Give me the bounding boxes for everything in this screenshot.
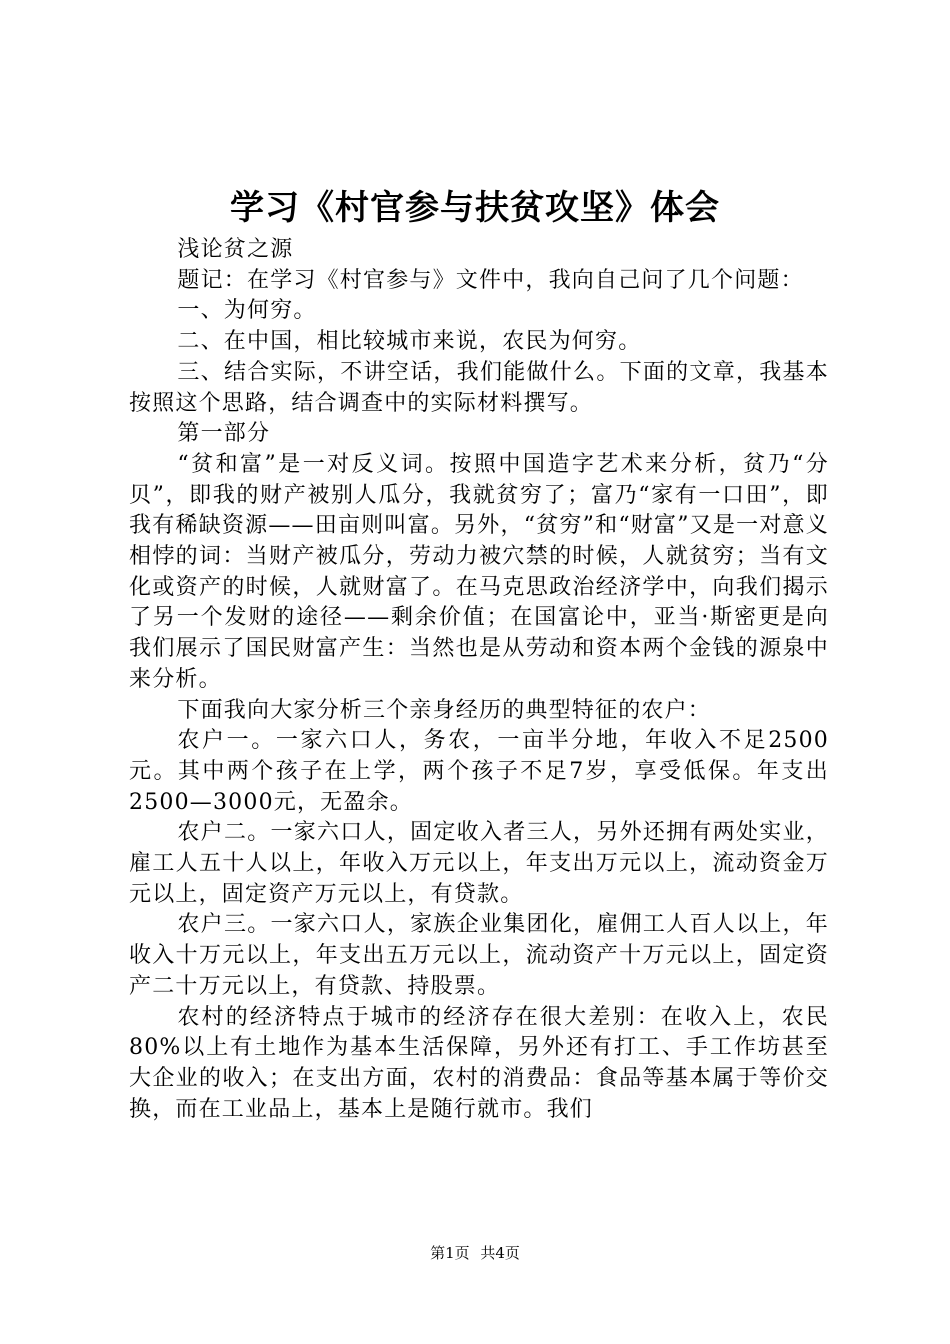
page-number: 第1页: [430, 1244, 470, 1262]
document-body: [129, 235, 829, 1125]
paragraph: 一、为何穷。: [177, 298, 317, 324]
paragraph: 农户二。一家六口人，固定收入者三人，另外还拥有两处实业，雇工人五十人以上，年收入万元以上，年支出万元以上，流动资金万元以上，固定资产万元以上，有贷款。: [129, 820, 829, 907]
paragraph: 农村的经济特点于城市的经济存在很大差别：在收入上，农民80%以上有土地作为基本生活保障，另外还有打工、手工作坊甚至大企业的收入；在支出方面，农村的消费品：食品等基本属于等价交换，而在工业品上，基本上是随行就市。我们: [129, 1004, 829, 1122]
document-title: 学习《村官参与扶贫攻坚》体会: [230, 188, 720, 228]
paragraph: 浅论贫之源: [177, 237, 294, 262]
paragraph: 第一部分: [177, 421, 271, 447]
paragraph: 农户一。一家六口人，务农，一亩半分地，年收入不足2500元。其中两个孩子在上学，两个孩子不足7岁，享受低保。年支出2500—3000元，无盈余。: [129, 728, 829, 815]
paragraph: 三、结合实际，不讲空话，我们能做什么。下面的文章，我基本按照这个思路，结合调查中的实际材料撰写。: [129, 359, 829, 416]
paragraph: 下面我向大家分析三个亲身经历的典型特征的农户：: [177, 697, 711, 723]
paragraph: “贫和富”是一对反义词。按照中国造字艺术来分析，贫乃“分贝”，即我的财产被别人瓜分，我就贫穷了；富乃“家有一口田”，即我有稀缺资源——田亩则叫富。另外，“贫穷”和“财富”又是一对意义相悖的词：当财产被瓜分，劳动力被穴禁的时候，人就贫穷；当有文化或资产的时候，人就财富了。在马克思政治经济学中，向我们揭示了另一个发财的途径——剩余价值；在国富论中，亚当·斯密更是向我们展示了国民财富产生：当然也是从劳动和资本两个金钱的源泉中来分析。: [129, 451, 829, 692]
paragraph: 题记：在学习《村官参与》文件中，我向自己问了几个问题：: [177, 267, 804, 293]
paragraph: 二、在中国，相比较城市来说，农民为何穷。: [177, 329, 642, 355]
page-total: 共4页: [480, 1244, 520, 1262]
page-footer: [0, 1243, 950, 1263]
paragraph: 农户三。一家六口人，家族企业集团化，雇佣工人百人以上，年收入十万元以上，年支出五万元以上，流动资产十万元以上，固定资产二十万元以上，有贷款、持股票。: [129, 912, 829, 999]
